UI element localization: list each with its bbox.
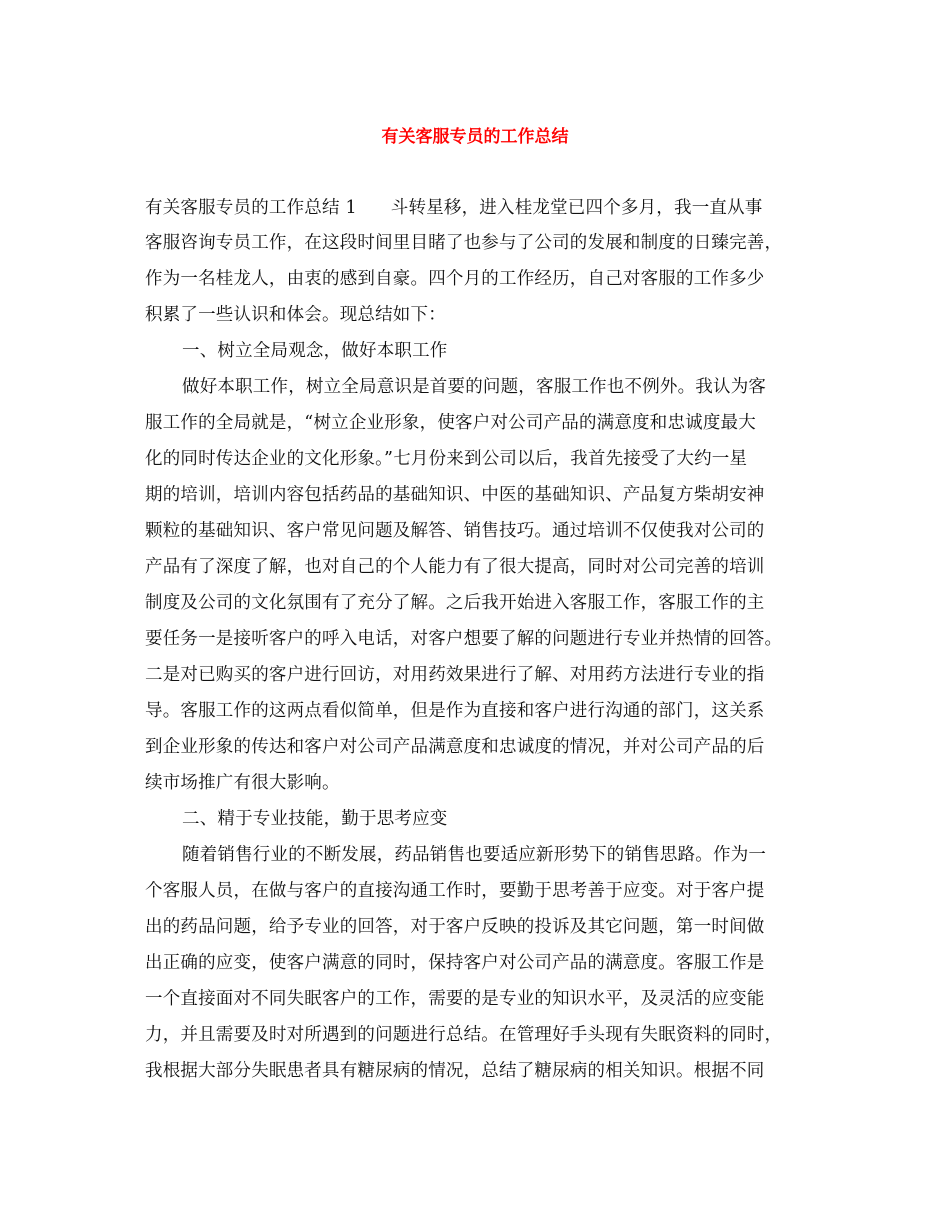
- document-title: 有关客服专员的工作总结: [381, 127, 569, 147]
- paragraph-line: 我根据大部分失眠患者具有糖尿病的情况，总结了糖尿病的相关知识。根据不同: [145, 1061, 765, 1081]
- paragraph-line: 做好本职工作，树立全局意识是首要的问题，客服工作也不例外。我认为客: [182, 377, 767, 397]
- paragraph-line: 二是对已购买的客户进行回访，对用药效果进行了解、对用药方法进行专业的指: [145, 665, 765, 685]
- paragraph-line: 服工作的全局就是，“树立企业形象，使客户对公司产品的满意度和忠诚度最大: [145, 413, 756, 433]
- paragraph-line: 客服咨询专员工作，在这段时间里目睹了也参与了公司的发展和制度的日臻完善，: [145, 233, 783, 253]
- section-heading: 二、精于专业技能，勤于思考应变: [182, 809, 448, 829]
- paragraph-text: 斗转星移，进入桂龙堂已四个多月，我一直从事: [390, 198, 763, 218]
- paragraph-line: 产品有了深度了解，也对自己的个人能力有了很大提高，同时对公司完善的培训: [145, 557, 765, 577]
- paragraph-line: 一个直接面对不同失眠客户的工作，需要的是专业的知识水平，及灵活的应变能: [145, 989, 765, 1009]
- paragraph-line: [145, 198, 763, 218]
- section-heading-label: 有关客服专员的工作总结 1: [145, 198, 357, 218]
- paragraph-line: 个客服人员，在做与客户的直接沟通工作时，要勤于思考善于应变。对于客户提: [145, 881, 765, 901]
- paragraph-line: 期的培训，培训内容包括药品的基础知识、中医的基础知识、产品复方柴胡安神: [145, 485, 765, 505]
- paragraph-line: 颗粒的基础知识、客户常见问题及解答、销售技巧。通过培训不仅使我对公司的: [145, 521, 765, 541]
- paragraph-line: 续市场推广有很大影响。: [145, 773, 340, 793]
- paragraph-line: 导。客服工作的这两点看似简单，但是作为直接和客户进行沟通的部门，这关系: [145, 701, 765, 721]
- paragraph-line: 积累了一些认识和体会。现总结如下：: [145, 305, 446, 325]
- paragraph-line: 制度及公司的文化氛围有了充分了解。之后我开始进入客服工作，客服工作的主: [145, 593, 765, 613]
- paragraph-line: 力，并且需要及时对所遇到的问题进行总结。在管理好手头现有失眠资料的同时，: [145, 1025, 783, 1045]
- section-heading: 一、树立全局观念，做好本职工作: [182, 341, 448, 361]
- paragraph-line: 出的药品问题，给予专业的回答，对于客户反映的投诉及其它问题，第一时间做: [145, 917, 765, 937]
- paragraph-line: 随着销售行业的不断发展，药品销售也要适应新形势下的销售思路。作为一: [182, 845, 767, 865]
- paragraph-line: 要任务一是接听客户的呼入电话，对客户想要了解的问题进行专业并热情的回答。: [145, 629, 783, 649]
- paragraph-line: 出正确的应变，使客户满意的同时，保持客户对公司产品的满意度。客服工作是: [145, 953, 765, 973]
- paragraph-line: 化的同时传达企业的文化形象。”七月份来到公司以后，我首先接受了大约一星: [145, 449, 748, 469]
- paragraph-line: 到企业形象的传达和客户对公司产品满意度和忠诚度的情况，并对公司产品的后: [145, 737, 765, 757]
- paragraph-line: 作为一名桂龙人，由衷的感到自豪。四个月的工作经历，自己对客服的工作多少: [145, 269, 765, 289]
